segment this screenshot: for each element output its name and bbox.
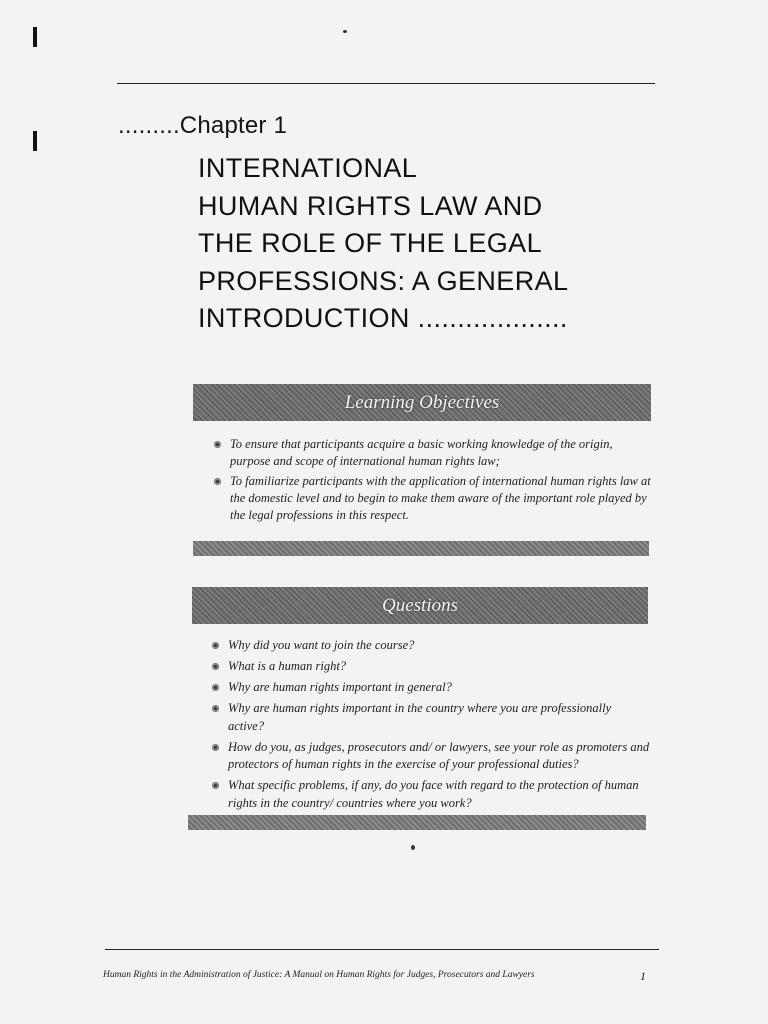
binder-hole-mark-middle (33, 131, 37, 151)
chapter-title-line: INTRODUCTION ................... (198, 303, 568, 333)
chapter-title-line: HUMAN RIGHTS LAW AND (198, 190, 543, 221)
questions-banner (192, 587, 648, 624)
list-item: To familiarize participants with the application of international human rights law at the domestic level and to begin to make them aware of the important role played by the legal professions in this respect. (212, 473, 652, 524)
list-item: Why are human rights important in general? (210, 679, 650, 697)
footer-rule (105, 949, 659, 950)
page-number: 1 (640, 969, 646, 983)
footer-text: Human Rights in the Administration of Justice: A Manual on Human Rights for Judges, Prosecutors and Lawyers (103, 970, 535, 980)
list-item: What is a human right? (210, 658, 650, 676)
learning-objectives-bottom-band (193, 541, 649, 556)
list-item: How do you, as judges, prosecutors and/ or lawyers, see your role as promoters and protectors of human rights in the exercise of your professional duties? (210, 739, 650, 774)
learning-objectives-list (212, 436, 652, 527)
questions-list (210, 637, 650, 816)
scan-speck (411, 845, 415, 850)
learning-objectives-heading: Learning Objectives (344, 391, 500, 413)
list-item: To ensure that participants acquire a basic working knowledge of the origin, purpose and scope of international human rights law; (212, 436, 652, 470)
scan-speck (343, 30, 347, 33)
binder-hole-mark-top (33, 27, 37, 47)
list-item: Why are human rights important in the country where you are professionally active? (210, 700, 650, 735)
list-item: What specific problems, if any, do you face with regard to the protection of human rights in the country/ countries where you work? (210, 777, 650, 812)
chapter-title-line: INTERNATIONAL (198, 153, 418, 183)
questions-bottom-band (188, 815, 646, 830)
learning-objectives-banner (193, 384, 651, 421)
chapter-label: .........Chapter 1 (118, 112, 288, 139)
chapter-title-line: PROFESSIONS: A GENERAL (198, 265, 569, 296)
chapter-title (198, 150, 668, 338)
top-rule (117, 83, 655, 84)
list-item: Why did you want to join the course? (210, 637, 650, 655)
questions-heading: Questions (382, 594, 458, 616)
chapter-title-line: THE ROLE OF THE LEGAL (198, 228, 542, 258)
